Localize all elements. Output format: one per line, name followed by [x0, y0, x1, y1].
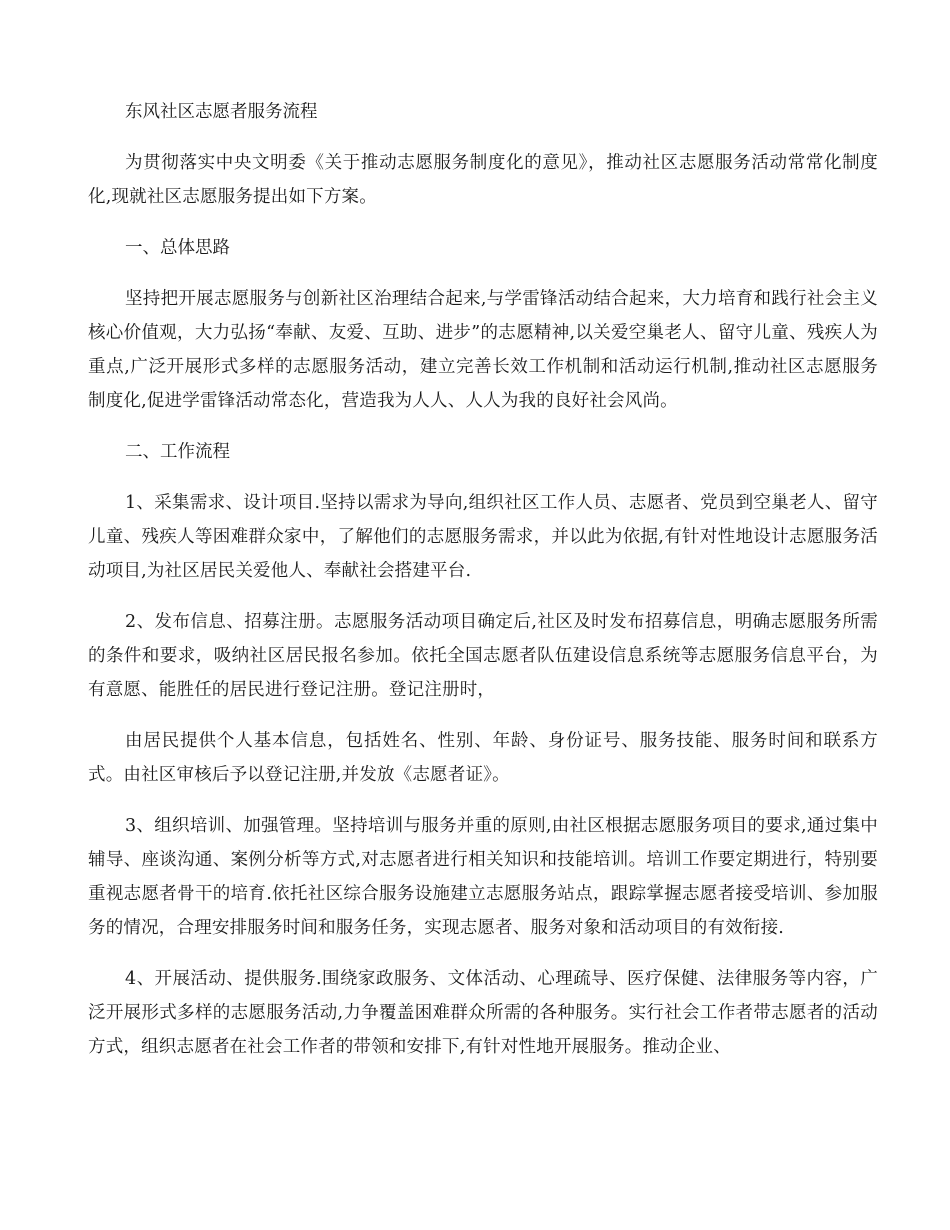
workflow-step-3: 3、组织培训、加强管理。坚持培训与服务并重的原则,由社区根据志愿服务项目的要求,通过集中辅导、座谈沟通、案例分析等方式,对志愿者进行相关知识和技能培训。培训工作要定期进行，特别要重视志愿者骨干的培育.依托社区综合服务设施建立志愿服务站点，跟踪掌握志愿者接受培训、参加服务的情况，合理安排服务时间和服务任务，实现志愿者、服务对象和活动项目的有效衔接. [88, 816, 878, 938]
overall-approach-paragraph: 坚持把开展志愿服务与创新社区治理结合起来,与学雷锋活动结合起来，大力培育和践行社会主义核心价值观，大力弘扬“奉献、友爱、互助、进步”的志愿精神,以关爱空巢老人、留守儿童、残疾人为重点,广泛开展形式多样的志愿服务活动，建立完善长效工作机制和活动运行机制,推动社区志愿服务制度化,促进学雷锋活动常态化，营造我为人人、人人为我的良好社会风尚。 [88, 289, 878, 411]
section-heading-workflow: 二、工作流程 [125, 442, 230, 462]
workflow-step-4: 4、开展活动、提供服务.围绕家政服务、文体活动、心理疏导、医疗保健、法律服务等内容，广泛开展形式多样的志愿服务活动,力争覆盖困难群众所需的各种服务。实行社会工作者带志愿者的活动方式，组织志愿者在社会工作者的带领和安排下,有针对性地开展服务。推动企业、 [88, 969, 878, 1057]
workflow-step-2-continued: 由居民提供个人基本信息，包括姓名、性别、年龄、身份证号、服务技能、服务时间和联系方式。由社区审核后予以登记注册,并发放《志愿者证》。 [88, 731, 878, 785]
workflow-step-2: 2、发布信息、招募注册。志愿服务活动项目确定后,社区及时发布招募信息，明确志愿服务所需的条件和要求，吸纳社区居民报名参加。依托全国志愿者队伍建设信息系统等志愿服务信息平台，为有意愿、能胜任的居民进行登记注册。登记注册时， [88, 612, 878, 700]
intro-paragraph: 为贯彻落实中央文明委《关于推动志愿服务制度化的意见》，推动社区志愿服务活动常常化制度化,现就社区志愿服务提出如下方案。 [88, 153, 878, 207]
document-title: 东风社区志愿者服务流程 [125, 102, 318, 122]
document-body [88, 95, 878, 1081]
workflow-step-1: 1、采集需求、设计项目.坚持以需求为导向,组织社区工作人员、志愿者、党员到空巢老人、留守儿童、残疾人等困难群众家中，了解他们的志愿服务需求，并以此为依据,有针对性地设计志愿服务活动项目,为社区居民关爱他人、奉献社会搭建平台. [88, 493, 878, 581]
section-heading-overall-approach: 一、总体思路 [125, 238, 230, 258]
